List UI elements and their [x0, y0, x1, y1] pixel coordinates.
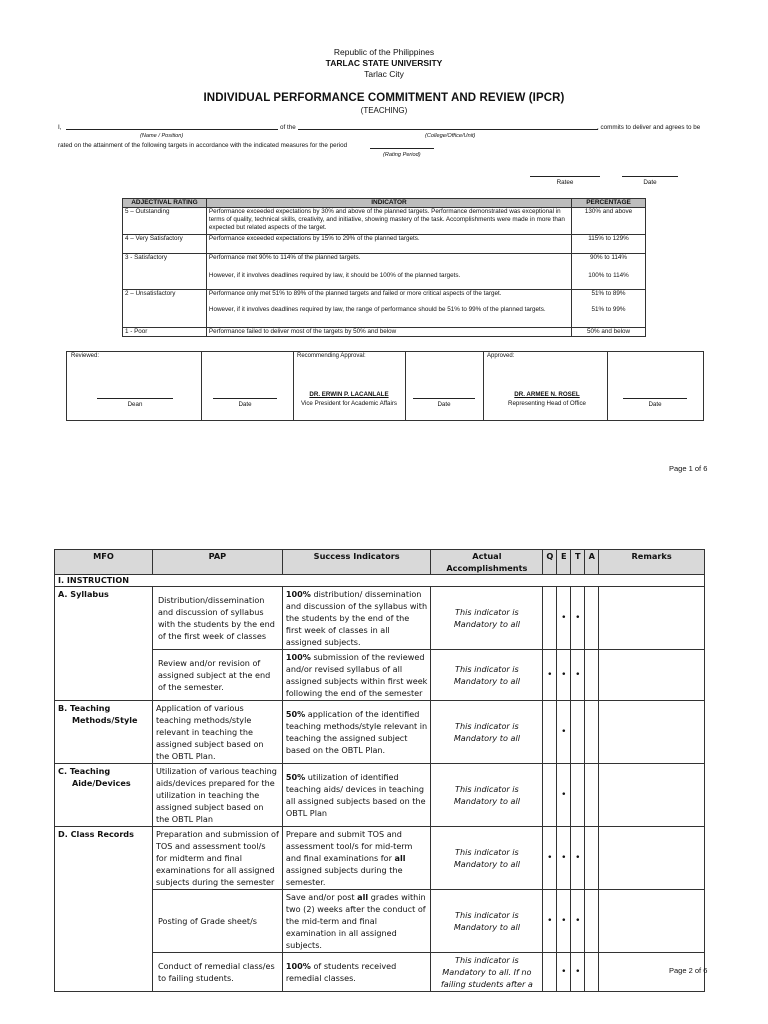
- mfo-line: B. Teaching: [58, 703, 111, 713]
- success-indicator-cell: [282, 650, 431, 701]
- e-mark: •: [557, 650, 571, 701]
- dean-sign-line: [97, 398, 173, 399]
- pap-cell: Conduct of remedial class/es to failing students.: [152, 953, 282, 992]
- rating-scale-table: [122, 198, 646, 337]
- indicator-text-law: However, if it involves deadlines required by law, it should be 100% of the planned targets.: [208, 272, 461, 279]
- q-header: Q: [543, 550, 557, 575]
- t-mark: [571, 701, 585, 764]
- ratee-line: [530, 176, 600, 177]
- column-divider: [607, 352, 608, 420]
- remarks-cell: [599, 764, 705, 827]
- indicator-bold: 50%: [285, 709, 306, 719]
- rating-cell: 2 – Unsatisfactory: [123, 290, 207, 328]
- approved-label: Approved:: [487, 353, 515, 359]
- remarks-header: Remarks: [599, 550, 705, 575]
- a-mark: [585, 650, 599, 701]
- success-indicator-cell: [282, 587, 431, 650]
- a-mark: [585, 890, 599, 953]
- name-caption: (Name / Position): [140, 133, 184, 139]
- e-header: E: [557, 550, 571, 575]
- t-mark: [571, 764, 585, 827]
- q-mark: [543, 953, 557, 992]
- percentage-text-law: 51% to 99%: [591, 306, 626, 313]
- q-mark: •: [543, 890, 557, 953]
- e-mark: •: [557, 587, 571, 650]
- column-divider: [201, 352, 202, 420]
- t-header: T: [571, 550, 585, 575]
- college-caption: (College/Office/Unit): [425, 133, 476, 139]
- indicator-cell: [206, 290, 571, 328]
- vp-title: Vice President for Academic Affairs: [300, 400, 398, 407]
- percentage-text: 90% to 114%: [590, 254, 628, 261]
- indicator-text: application of the identified teaching methods/style relevant in teaching the assigned subject based on the OBTL Plan.: [285, 709, 428, 755]
- indicator-pre: Save and/or post: [285, 892, 358, 902]
- signature-box: [66, 351, 704, 421]
- reviewed-label: Reviewed:: [71, 353, 100, 359]
- percentage-cell: [572, 290, 646, 328]
- mfo-line: Methods/Style: [72, 715, 138, 725]
- statement-i: I,: [58, 124, 62, 131]
- a-mark: [585, 587, 599, 650]
- e-mark: •: [557, 701, 571, 764]
- pap-cell: Utilization of various teaching aids/devices prepared for the utilization in teaching the assigned subject based on the OBTL Plan: [152, 764, 282, 827]
- percentage-cell: [572, 254, 646, 290]
- accomplishment-cell: This indicator is Mandatory to all: [431, 587, 543, 650]
- e-mark: •: [557, 890, 571, 953]
- mfo-line: C. Teaching: [58, 766, 111, 776]
- statement-of-the: of the: [280, 124, 296, 131]
- indicator-cell: Performance exceeded expectations by 30% and above of the planned targets. Performance demonstrated was exceptional in terms of quality, technical skills, creativity, and initiative, showing mastery of the task. Accomplishments were made in more than expected but related aspects of the target.: [206, 208, 571, 235]
- percentage-cell: 50% and below: [572, 328, 646, 337]
- header-university: TARLAC STATE UNIVERSITY: [325, 58, 443, 68]
- q-mark: •: [543, 827, 557, 890]
- q-mark: •: [543, 650, 557, 701]
- ipcr-targets-table: [54, 549, 708, 992]
- t-mark: •: [571, 890, 585, 953]
- indicator-header: INDICATOR: [206, 199, 571, 208]
- indicator-cell: Performance failed to deliver most of the targets by 50% and below: [206, 328, 571, 337]
- e-mark: •: [557, 764, 571, 827]
- accomplishment-cell: This indicator is Mandatory to all: [431, 764, 543, 827]
- remarks-cell: [599, 890, 705, 953]
- page-number: Page 1 of 6: [669, 464, 708, 473]
- t-mark: •: [571, 953, 585, 992]
- remarks-cell: [599, 587, 705, 650]
- e-mark: •: [557, 953, 571, 992]
- pap-cell: Application of various teaching methods/style relevant in teaching the assigned subject based on the OBTL Plan.: [152, 701, 282, 764]
- indicator-text: Performance met 90% to 114% of the planned targets.: [208, 254, 361, 261]
- indicator-cell: [206, 254, 571, 290]
- indicator-cell: Performance exceeded expectations by 15% to 29% of the planned targets.: [206, 235, 571, 254]
- a-mark: [585, 953, 599, 992]
- ratee-label: Ratee: [556, 179, 574, 186]
- indicator-bold: 100%: [285, 961, 311, 971]
- indicator-pre: Prepare and submit TOS and assessment tool/s for mid-term and final examinations for: [285, 829, 413, 863]
- pap-cell: Distribution/dissemination and discussion of syllabus with the students by the end of the first week of classes: [152, 587, 282, 650]
- column-divider: [293, 352, 294, 420]
- document-title: INDIVIDUAL PERFORMANCE COMMITMENT AND REVIEW (IPCR): [203, 92, 565, 104]
- a-header: A: [585, 550, 599, 575]
- indicator-bold: all: [394, 853, 406, 863]
- success-indicator-cell: [282, 827, 431, 890]
- rating-cell: 1 - Poor: [123, 328, 207, 337]
- a-mark: [585, 764, 599, 827]
- indicator-text: submission of the reviewed and/or revised syllabus of all assigned subjects within first week following the end of the semester: [285, 652, 428, 698]
- actual-accomplishments-header: Actual Accomplishments: [431, 550, 543, 575]
- accomplishment-cell: This indicator is Mandatory to all: [431, 827, 543, 890]
- statement-rated: rated on the attainment of the following targets in accordance with the indicated measures for the period: [58, 142, 348, 149]
- head-title: Representing Head of Office: [508, 400, 586, 407]
- indicator-text: of students received remedial classes.: [285, 961, 397, 983]
- pap-cell: Posting of Grade sheet/s: [152, 890, 282, 953]
- dean-date-line: [213, 398, 277, 399]
- rating-cell: 5 – Outstanding: [123, 208, 207, 235]
- percentage-cell: 115% to 129%: [572, 235, 646, 254]
- vp-date-line: [413, 398, 475, 399]
- indicator-bold: 100%: [285, 652, 311, 662]
- q-mark: [543, 587, 557, 650]
- head-date-label: Date: [648, 401, 662, 408]
- success-indicator-cell: [282, 953, 431, 992]
- period-blank: [370, 148, 434, 149]
- percentage-text-law: 100% to 114%: [588, 272, 629, 279]
- accomplishment-cell: This indicator is Mandatory to all: [431, 890, 543, 953]
- name-blank: [66, 129, 278, 130]
- accomplishment-cell: This indicator is Mandatory to all: [431, 650, 543, 701]
- indicator-text: grades within two (2) weeks after the conduct of the mid-term and final examination in all assigned subjects.: [285, 892, 426, 950]
- accomplishment-cell: This indicator is Mandatory to all. If no failing students after a: [431, 953, 543, 992]
- percentage-cell: 130% and above: [572, 208, 646, 235]
- date-line: [622, 176, 678, 177]
- vp-date-label: Date: [437, 401, 451, 408]
- section-instruction: I. INSTRUCTION: [55, 575, 705, 587]
- t-mark: •: [571, 587, 585, 650]
- head-name: DR. ARMEE N. ROSEL: [514, 391, 580, 398]
- indicator-bold: 50%: [285, 772, 306, 782]
- ratee-date-label: Date: [643, 179, 657, 186]
- success-indicator-cell: [282, 890, 431, 953]
- mfo-line: Aide/Devices: [72, 778, 131, 788]
- mfo-teaching-methods: [55, 701, 153, 764]
- dean-date-label: Date: [238, 401, 252, 408]
- pap-cell: Review and/or revision of assigned subject at the end of the semester.: [152, 650, 282, 701]
- t-mark: •: [571, 827, 585, 890]
- accomplishment-cell: This indicator is Mandatory to all: [431, 701, 543, 764]
- mfo-teaching-aides: [55, 764, 153, 827]
- indicator-text: Performance only met 51% to 89% of the planned targets and failed or more critical aspects of the target.: [208, 290, 502, 297]
- page-number: Page 2 of 6: [669, 966, 708, 975]
- rating-cell: 3 - Satisfactory: [123, 254, 207, 290]
- document-subtitle: (TEACHING): [360, 106, 408, 115]
- t-mark: •: [571, 650, 585, 701]
- header-city: Tarlac City: [364, 69, 404, 79]
- vp-name: DR. ERWIN P. LACANLALE: [309, 391, 389, 398]
- mfo-syllabus: A. Syllabus: [55, 587, 153, 701]
- indicator-text: assigned subjects during the semester.: [285, 865, 403, 887]
- success-indicator-cell: [282, 764, 431, 827]
- rating-header: ADJECTIVAL RATING: [123, 199, 207, 208]
- a-mark: [585, 827, 599, 890]
- pap-cell: Preparation and submission of TOS and assessment tool/s for midterm and final examinations for all assigned subjects during the semester: [152, 827, 282, 890]
- recommending-label: Recommending Approval:: [297, 353, 366, 359]
- indicator-text: distribution/ dissemination and discussion of the syllabus with the students by the end of the first week of classes in all assigned subjects.: [285, 589, 428, 647]
- percentage-text: 51% to 89%: [591, 290, 626, 297]
- period-caption: (Rating Period): [383, 152, 421, 158]
- dean-label: Dean: [127, 401, 143, 408]
- column-divider: [483, 352, 484, 420]
- statement-commits: , commits to deliver and agrees to be: [597, 124, 701, 131]
- rating-cell: 4 – Very Satisfactory: [123, 235, 207, 254]
- indicator-bold: 100%: [285, 589, 311, 599]
- success-indicator-cell: [282, 701, 431, 764]
- college-blank: [298, 129, 598, 130]
- pap-header: PAP: [152, 550, 282, 575]
- mfo-header: MFO: [55, 550, 153, 575]
- success-indicators-header: Success Indicators: [282, 550, 431, 575]
- header-republic: Republic of the Philippines: [333, 47, 435, 57]
- e-mark: •: [557, 827, 571, 890]
- indicator-text: utilization of identified teaching aids/ devices in teaching all assigned subjects based on the OBTL Plan: [285, 772, 426, 818]
- remarks-cell: [599, 650, 705, 701]
- indicator-bold: all: [357, 892, 369, 902]
- q-mark: [543, 764, 557, 827]
- remarks-cell: [599, 701, 705, 764]
- percentage-header: PERCENTAGE: [572, 199, 646, 208]
- remarks-cell: [599, 827, 705, 890]
- a-mark: [585, 701, 599, 764]
- column-divider: [405, 352, 406, 420]
- mfo-class-records: D. Class Records: [55, 827, 153, 992]
- indicator-text-law: However, if it involves deadlines required by law, the range of performance should be 51% to 99% of the planned targets.: [208, 306, 546, 313]
- q-mark: [543, 701, 557, 764]
- head-date-line: [623, 398, 687, 399]
